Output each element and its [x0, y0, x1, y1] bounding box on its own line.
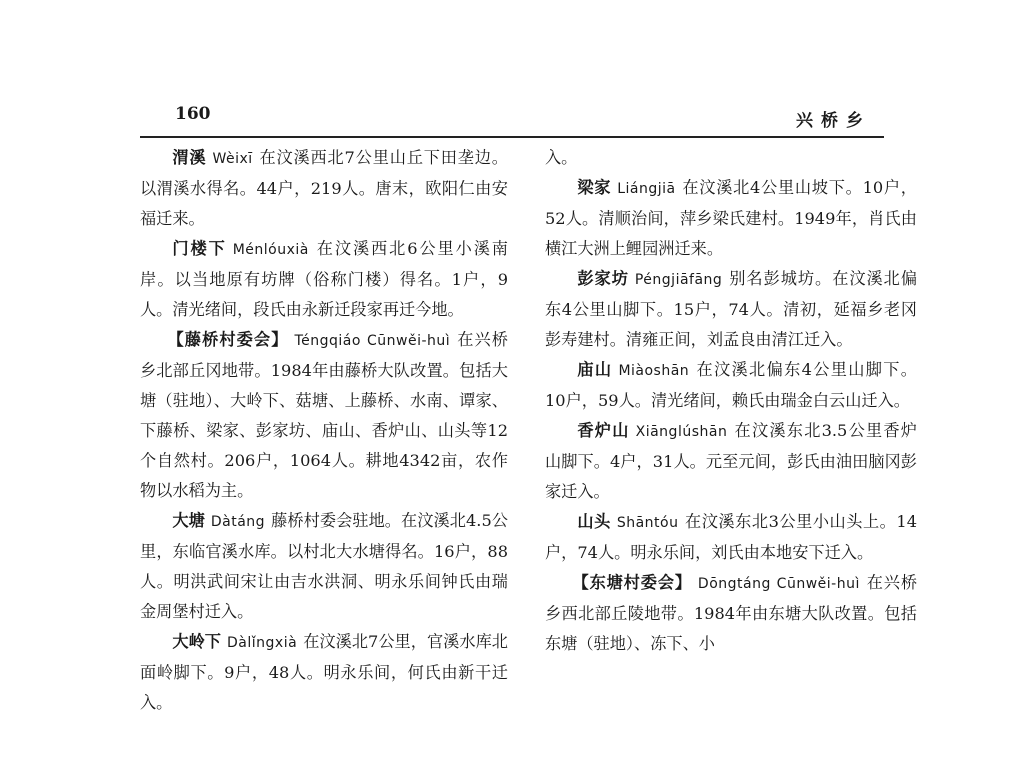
entry-term: 【东塘村委会】: [572, 573, 692, 592]
entry-pinyin: Ménlóuxià: [232, 242, 309, 258]
entry-body: 在汶溪西北6公里小溪南岸。以当地原有坊牌（俗称门楼）得名。1户，9人。清光绪间，段氏由永新迁段家再迁今地。: [140, 239, 508, 319]
entry-pinyin: Péngjiāfāng: [634, 272, 723, 288]
entry-liangjia: [545, 173, 917, 264]
entry-body: 在汶溪北7公里，官溪水库北面岭脚下。9户，48人。明永乐间，何氏由新干迁入。: [140, 632, 508, 712]
entry-pinyin: Wèixī: [212, 151, 253, 167]
entry-xianglushan: [545, 416, 917, 507]
entry-continuation: 入。: [545, 148, 578, 167]
right-column: [545, 143, 917, 659]
entry-term: 香炉山: [577, 421, 630, 440]
entry-shantou: [545, 507, 917, 568]
entry-pinyin: Dàlǐngxià: [227, 635, 298, 651]
entry-body: 别名彭城坊。在汶溪北偏东4公里山脚下。15户，74人。清初，延福乡老冈彭寿建村。清雍正间，刘孟良由清江迁入。: [545, 269, 918, 349]
entry-pinyin: Téngqiáo Cūnwěi-huì: [294, 333, 451, 349]
entry-dalingxia: [140, 627, 508, 718]
entry-body: 在兴桥乡西北部丘陵地带。1984年由东塘大队改置。包括东塘（驻地）、冻下、小: [545, 573, 918, 653]
entry-term: 大岭下: [172, 632, 222, 651]
entry-term: 渭溪: [172, 148, 207, 167]
entry-pengjiafang: [545, 264, 917, 355]
entry-miaoshan: [545, 355, 917, 416]
entry-body: 藤桥村委会驻地。在汶溪北4.5公里，东临官溪水库。以村北大水塘得名。16户，88人。明洪武间宋让由吉水洪洞、明永乐间钟氏由瑞金周堡村迁入。: [140, 511, 508, 621]
entry-body: 在汶溪北4公里山坡下。10户，52人。清顺治间，萍乡梁氏建村。1949年，肖氏由横江大洲上鲤园洲迁来。: [545, 178, 917, 258]
entry-weixi: [140, 143, 508, 234]
entry-pinyin: Miàoshān: [618, 363, 690, 379]
entry-tengqiao-committee: [140, 325, 508, 506]
entry-term: 彭家坊: [577, 269, 629, 288]
header-rule: [140, 136, 884, 138]
entry-pinyin: Dàtáng: [210, 514, 266, 530]
left-column: [140, 143, 508, 718]
entry-term: 大塘: [172, 511, 205, 530]
entry-pinyin: Liángjiā: [617, 181, 676, 197]
entry-body: 在汶溪西北7公里山丘下田垄边。以渭溪水得名。44户，219人。唐末，欧阳仁由安福迁来。: [140, 148, 508, 228]
entry-datang: [140, 506, 508, 627]
entry-body: 在汶溪北偏东4公里山脚下。10户，59人。清光绪间，赖氏由瑞金白云山迁入。: [545, 360, 917, 410]
entry-pinyin: Xiānglúshān: [635, 424, 728, 440]
entry-menlouxia: [140, 234, 508, 325]
entry-term: 庙山: [577, 360, 613, 379]
entry-term: 门楼下: [172, 239, 227, 258]
page-number: 160: [175, 104, 211, 124]
running-title: 兴桥乡: [796, 111, 871, 131]
entry-pinyin: Shāntóu: [616, 515, 679, 531]
entry-body: 在汶溪东北3公里小山头上。14户，74人。明永乐间，刘氏由本地安下迁入。: [545, 512, 917, 562]
entry-body: 在汶溪东北3.5公里香炉山脚下。4户，31人。元至元间，彭氏由油田脑冈彭家迁入。: [545, 421, 917, 501]
entry-pinyin: Dōngtáng Cūnwěi-huì: [697, 576, 860, 592]
entry-term: 【藤桥村委会】: [167, 330, 289, 349]
entry-body: 在兴桥乡北部丘冈地带。1984年由藤桥大队改置。包括大塘（驻地）、大岭下、菇塘、上藤桥、水南、谭家、下藤桥、梁家、彭家坊、庙山、香炉山、山头等12个自然村。206户，1064人。耕地4342亩，农作物以水稻为主。: [140, 330, 508, 500]
entry-dongtang-committee: [545, 568, 917, 659]
entry-term: 梁家: [577, 178, 612, 197]
entry-term: 山头: [577, 512, 611, 531]
